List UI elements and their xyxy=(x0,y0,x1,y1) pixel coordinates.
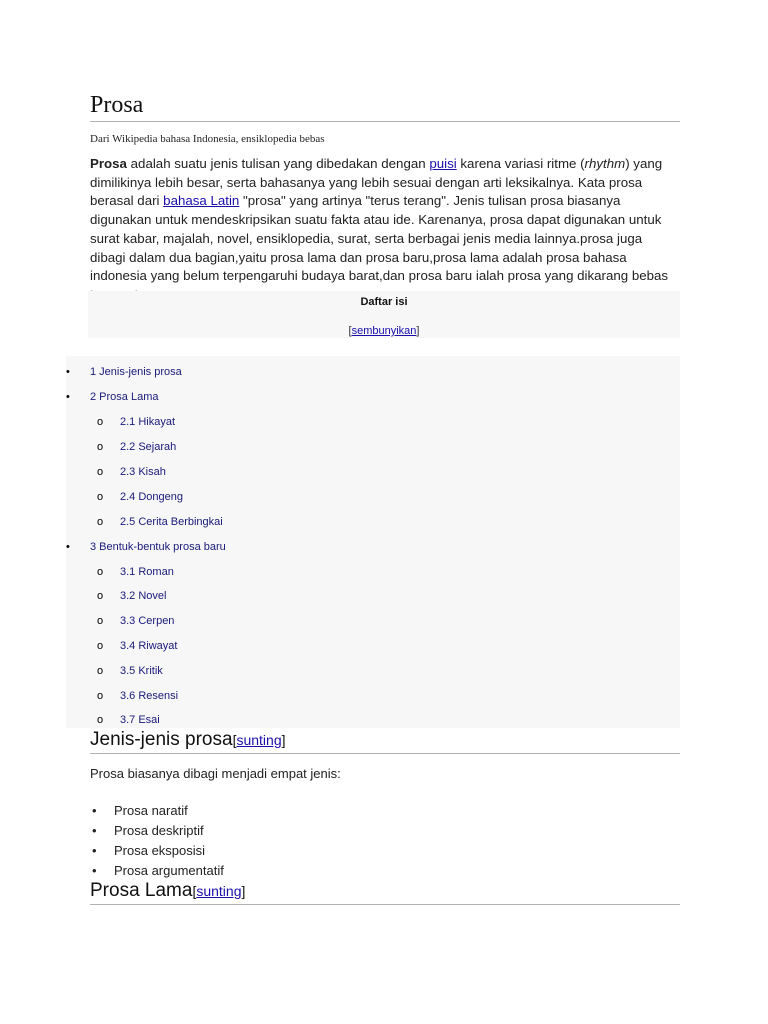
toc-sub-marker: o xyxy=(97,566,104,578)
toc-item-3-4[interactable]: 3.4 Riwayat xyxy=(120,640,178,652)
toc-sub-marker: o xyxy=(97,665,104,677)
intro-text-2: karena variasi ritme ( xyxy=(456,156,585,171)
toc-sub-marker: o xyxy=(97,690,104,702)
toc-sub-marker: o xyxy=(97,516,104,528)
toc-sub-marker: o xyxy=(97,640,104,652)
intro-italic: rhythm xyxy=(584,156,626,171)
toc-title: Daftar isi xyxy=(360,296,408,308)
toc-item-2[interactable]: 2 Prosa Lama xyxy=(90,391,159,403)
toc-item-3-5[interactable]: 3.5 Kritik xyxy=(120,665,163,677)
toc-sub-marker: o xyxy=(97,615,104,627)
list-bullet: • xyxy=(92,843,97,858)
edit-bracket-close: ] xyxy=(281,732,286,748)
edit-bracket-open: [ xyxy=(192,883,197,899)
toc-item-2-4[interactable]: 2.4 Dongeng xyxy=(120,491,183,503)
toc-item-2-2[interactable]: 2.2 Sejarah xyxy=(120,441,177,453)
edit-link-jenis[interactable]: sunting xyxy=(236,732,282,748)
toc-item-3-6[interactable]: 3.6 Resensi xyxy=(120,690,179,702)
intro-paragraph xyxy=(90,155,680,305)
toc-item-3-1[interactable]: 3.1 Roman xyxy=(120,566,174,578)
list-bullet: • xyxy=(92,823,97,838)
toc-sub-marker: o xyxy=(97,714,104,726)
toc-item-1[interactable]: 1 Jenis-jenis prosa xyxy=(90,366,182,378)
intro-text-1: adalah suatu jenis tulisan yang dibedakan dengan xyxy=(126,156,430,171)
toc-item-3-7[interactable]: 3.7 Esai xyxy=(120,714,160,726)
page-title: Prosa xyxy=(90,92,144,118)
toc-hide-link[interactable]: sembunyikan xyxy=(351,325,417,337)
toc-bullet: • xyxy=(66,541,70,553)
edit-bracket-open: [ xyxy=(232,732,237,748)
section-divider xyxy=(90,904,680,905)
link-bahasa-latin[interactable]: bahasa Latin xyxy=(163,193,240,209)
section-heading-text: Jenis-jenis prosa xyxy=(90,729,233,750)
toc-hide-bracket-open: [ xyxy=(348,325,352,337)
toc-item-3[interactable]: 3 Bentuk-bentuk prosa baru xyxy=(90,541,226,553)
intro-bold-term: Prosa xyxy=(90,156,127,171)
toc-bullet: • xyxy=(66,391,70,403)
list-item-eksposisi: Prosa eksposisi xyxy=(114,843,206,858)
toc-item-2-1[interactable]: 2.1 Hikayat xyxy=(120,416,176,428)
toc-item-2-3[interactable]: 2.3 Kisah xyxy=(120,466,166,478)
toc-item-3-3[interactable]: 3.3 Cerpen xyxy=(120,615,175,627)
section-heading-lama xyxy=(90,880,245,902)
list-item-argumentatif: Prosa argumentatif xyxy=(114,863,224,878)
list-item-naratif: Prosa naratif xyxy=(114,803,188,818)
edit-bracket-close: ] xyxy=(241,883,246,899)
section-jenis-intro: Prosa biasanya dibagi menjadi empat jenis: xyxy=(90,766,341,781)
page-subtitle: Dari Wikipedia bahasa Indonesia, ensiklopedia bebas xyxy=(90,133,325,145)
section-heading-text: Prosa Lama xyxy=(90,880,193,901)
toc-sub-marker: o xyxy=(97,590,104,602)
toc-sub-marker: o xyxy=(97,491,104,503)
toc-bullet: • xyxy=(66,366,70,378)
section-divider xyxy=(90,753,680,754)
toc-item-2-5[interactable]: 2.5 Cerita Berbingkai xyxy=(120,516,223,528)
toc-hide-bracket-close: ] xyxy=(416,325,420,337)
toc-sub-marker: o xyxy=(97,416,104,428)
section-heading-jenis xyxy=(90,729,286,751)
link-puisi[interactable]: puisi xyxy=(429,156,457,171)
intro-text-4: "prosa" yang artinya "terus terang". Jenis tulisan prosa biasanya digunakan untuk mendeskripsikan suatu fakta atau ide. Karenanya, prosa dapat digunakan untuk surat kabar, majalah, novel, ensiklopedia, surat, serta berbagai jenis media lainnya.prosa juga dibagi dalam dua bagian,yaitu prosa lama dan prosa baru,prosa lama adalah prosa bahasa indonesia yang belum terpengaruhi budaya barat,dan prosa baru ialah prosa yang dikarang bebas xyxy=(90,193,669,284)
title-divider xyxy=(90,121,680,122)
list-bullet: • xyxy=(92,863,97,878)
edit-link-lama[interactable]: sunting xyxy=(196,883,242,899)
toc-sub-marker: o xyxy=(97,466,104,478)
list-item-deskriptif: Prosa deskriptif xyxy=(114,823,204,838)
intro-text-3: ) yang dimilikinya lebih besar, serta bahasanya yang lebih sesuai dengan arti leksikalnya. Kata prosa berasal dari xyxy=(90,156,663,209)
list-bullet: • xyxy=(92,803,97,818)
toc-sub-marker: o xyxy=(97,441,104,453)
toc-item-3-2[interactable]: 3.2 Novel xyxy=(120,590,167,602)
toc-hide-toggle xyxy=(88,325,680,337)
